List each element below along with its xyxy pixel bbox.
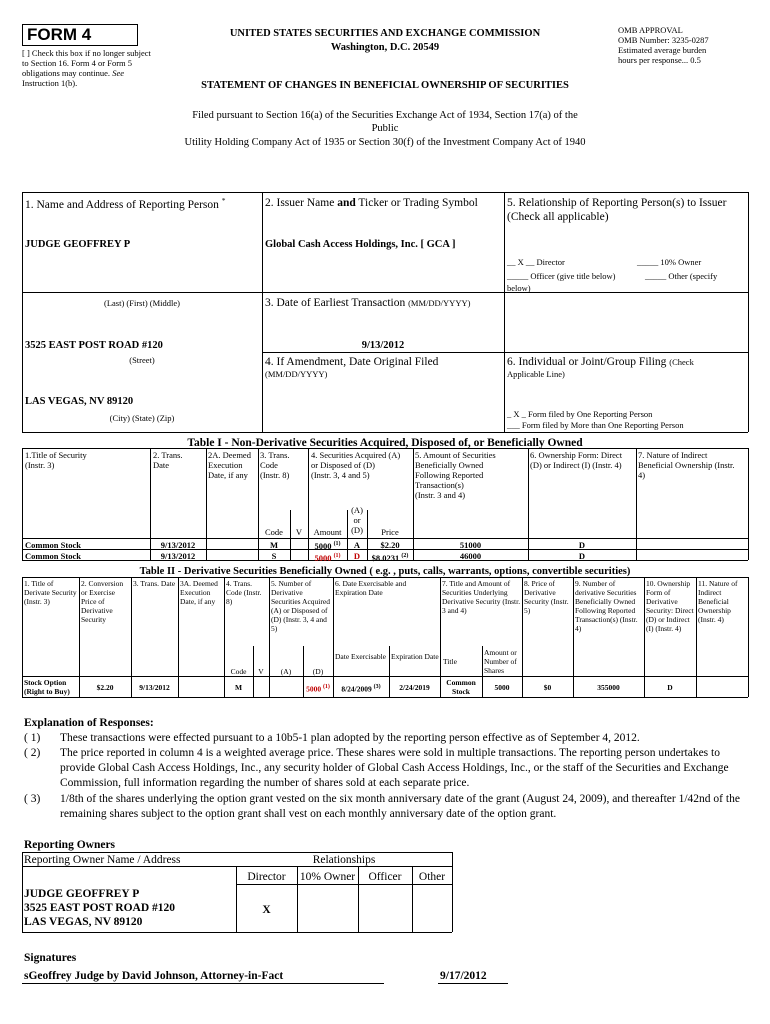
t1-h-ownership: 6. Ownership Form: Direct (D) or Indirect (I) (Instr. 4) bbox=[530, 450, 623, 470]
t1-row2-price: $8.0231 $^{(2)}$ bbox=[371, 552, 409, 563]
t1-sub-amount: Amount bbox=[313, 527, 342, 537]
reporting-person-street: 3525 EAST POST ROAD #120 bbox=[25, 340, 163, 351]
t1-h-acquired: 4. Securities Acquired (A) or Disposed of (D) (Instr. 3, 4 and 5) bbox=[311, 450, 401, 480]
t2-row-exer-note: (3) bbox=[373, 684, 381, 690]
t1-row2-price-note: (2) bbox=[401, 553, 409, 559]
relationship-10pct: _____ 10% Owner bbox=[637, 257, 702, 267]
reporting-person-name: JUDGE GEOFFREY P bbox=[25, 239, 131, 250]
reporting-person-city: LAS VEGAS, NV 89120 bbox=[25, 396, 134, 407]
explanation-list bbox=[24, 731, 744, 822]
name-caption: (Last) (First) (Middle) bbox=[103, 298, 180, 308]
filing-more-persons: ___ Form filed by More than One Reporting Person bbox=[507, 420, 684, 430]
explanation-item: ( 2) The price reported in column 4 is a weighted average price. These shares were sold in multiple transactions. The reporting person undertakes to provide Global Cash Access Holdings, Inc., any security holder of Global Cash Access Holdings, Inc., or the staff of the Securities and Exchange Commission, full information regarding the number of shares sold at each separate price. bbox=[24, 747, 729, 789]
t2-row-exer: 8/24/2009 $^{(3)}$ bbox=[341, 684, 381, 694]
omb-approval bbox=[618, 25, 758, 65]
omb-hours: hours per response... 0.5 bbox=[618, 55, 701, 65]
omb-burden: Estimated average burden bbox=[618, 45, 707, 55]
t1-row1-owned: 51000 bbox=[459, 540, 482, 550]
owners-col-relationships: Relationships bbox=[312, 854, 376, 866]
t2-sub-a: (A) bbox=[280, 667, 292, 676]
t2-sub-amt: Amount or Number of Shares bbox=[484, 648, 517, 675]
t1-row1-date: 9/13/2012 bbox=[160, 540, 196, 550]
t1-row2-ad: D bbox=[353, 551, 361, 561]
t2-row-title: Stock Option (Right to Buy) bbox=[24, 678, 70, 696]
table2-title: Table II - Derivative Securities Beneficially Owned ( e.g. , puts, calls, warrants, options, convertible securities) bbox=[139, 566, 631, 577]
explanation-item: ( 1) These transactions were effected pursuant to a 10b5-1 plan adopted by the reporting person effective as of September 4, 2012. bbox=[24, 732, 640, 744]
explanation-item: ( 3) 1/8th of the shares underlying the option grant vested on the six month anniversary date of the grant (August 24, 2009), and thereafter 1/42nd of the remaining shares subject to the option grant shall vest on each monthly anniversary date of the option grant. bbox=[24, 793, 740, 820]
signatures-heading: Signatures bbox=[24, 952, 77, 964]
t1-sub-aord: (A) or (D) bbox=[351, 505, 363, 535]
omb-title: OMB APPROVAL bbox=[618, 25, 683, 35]
box2-label: 2. Issuer Name and Ticker or Trading Symbol bbox=[265, 197, 478, 209]
box4-format: (MM/DD/YYYY) bbox=[265, 369, 328, 379]
check-box-see: See bbox=[112, 68, 124, 78]
t1-row2-code: S bbox=[271, 551, 277, 561]
filed-pursuant-2: Public bbox=[371, 123, 399, 134]
box3-label: 3. Date of Earliest Transaction (MM/DD/YYYY) bbox=[265, 297, 471, 309]
box1-note: * bbox=[221, 196, 226, 205]
omb-number: OMB Number: 3235-0287 bbox=[618, 35, 709, 45]
t2-row-form: D bbox=[667, 683, 673, 692]
t2-sub-exer: Date Exercisable bbox=[335, 652, 387, 661]
earliest-transaction-date: 9/13/2012 bbox=[361, 340, 405, 351]
t2-h2: 2. Conversion or Exercise Price of Derivative Security bbox=[81, 579, 124, 624]
t1-row2-form: D bbox=[578, 551, 586, 561]
t1-h-owned: 5. Amount of Securities Beneficially Owned Following Reported Transaction(s) (Instr. 3 and 4) bbox=[415, 450, 496, 500]
t2-h9: 9. Number of derivative Securities Beneficially Owned Following Reported Transaction(s) (Instr. 4) bbox=[575, 579, 638, 633]
t1-row1-amount: 5000 $^{(1)}$ bbox=[314, 540, 341, 551]
agency-city: Washington, D.C. 20549 bbox=[330, 42, 440, 53]
t1-h-deemed: 2A. Deemed Execution Date, if any bbox=[208, 450, 251, 480]
street-caption: (Street) bbox=[129, 355, 155, 365]
explanation-heading: Explanation of Responses: bbox=[24, 717, 154, 729]
t2-h6: 6. Date Exercisable and Expiration Date bbox=[335, 579, 407, 597]
table1-title: Table I - Non-Derivative Securities Acquired, Disposed of, or Beneficially Owned bbox=[187, 437, 583, 449]
statement-title: STATEMENT OF CHANGES IN BENEFICIAL OWNERSHIP OF SECURITIES bbox=[201, 80, 569, 91]
signer-name: sGeoffrey Judge by David Johnson, Attorney-in-Fact bbox=[24, 970, 284, 982]
t2-sub-code: Code bbox=[230, 667, 247, 676]
t2-h3a: 3A. Deemed Execution Date, if any bbox=[180, 579, 218, 606]
owners-col-director: Director bbox=[247, 871, 286, 883]
box4-label: 4. If Amendment, Date Original Filed bbox=[265, 356, 439, 368]
signature-date: 9/17/2012 bbox=[440, 970, 487, 982]
t2-row-utitle: Common Stock bbox=[446, 678, 476, 696]
t2-row-uamt: 5000 bbox=[494, 683, 510, 692]
relationship-other: _____ Other (specify bbox=[645, 271, 718, 281]
t2-h1: 1. Title of Derivate Security (Instr. 3) bbox=[24, 579, 77, 606]
form-title: FORM 4 bbox=[22, 24, 138, 46]
t2-h11: 11. Nature of Indirect Beneficial Ownership (Instr. 4) bbox=[698, 579, 738, 624]
t1-sub-code: Code bbox=[265, 527, 283, 537]
t1-row1-title: Common Stock bbox=[25, 540, 81, 550]
t2-sub-v: V bbox=[258, 667, 264, 676]
t2-row-exp: 2/24/2019 bbox=[399, 683, 430, 692]
relationship-below: below) bbox=[507, 283, 531, 293]
t1-h-date: 2. Trans. Date bbox=[153, 450, 183, 470]
box1-label: 1. Name and Address of Reporting Person * bbox=[25, 196, 226, 211]
t1-row2-title: Common Stock bbox=[25, 551, 81, 561]
t2-row-owned: 355000 bbox=[597, 683, 620, 692]
t1-row2-amount-note: (1) bbox=[333, 553, 341, 559]
t2-sub-title: Title bbox=[443, 657, 457, 666]
t2-sub-exp: Expiration Date bbox=[391, 652, 439, 661]
owners-col-name: Reporting Owner Name / Address bbox=[24, 854, 181, 866]
t2-row-price: $2.20 bbox=[96, 683, 114, 692]
t2-h4: 4. Trans. Code (Instr. 8) bbox=[226, 579, 262, 606]
t2-row-d: 5000 $^{(1)}$ bbox=[306, 684, 330, 694]
owner-director-mark: X bbox=[262, 904, 271, 916]
t1-sub-v: V bbox=[295, 527, 303, 537]
filed-pursuant-1: Filed pursuant to Section 16(a) of the Securities Exchange Act of 1934, Section 17(a) of the bbox=[192, 110, 578, 121]
owners-col-10pct: 10% Owner bbox=[299, 871, 356, 883]
city-caption: (City) (State) (Zip) bbox=[109, 413, 175, 423]
t2-sub-d: (D) bbox=[312, 667, 324, 676]
owners-heading: Reporting Owners bbox=[24, 839, 116, 851]
owner-name: JUDGE GEOFFREY P 3525 EAST POST ROAD #120 LAS VEGAS, NV 89120 bbox=[24, 888, 176, 928]
t1-row1-ad: A bbox=[353, 540, 361, 550]
t1-sub-price: Price bbox=[381, 527, 399, 537]
t2-h3: 3. Trans. Date bbox=[133, 579, 176, 588]
t1-row1-amount-note: (1) bbox=[333, 541, 341, 547]
relationship-director: __ X __ Director bbox=[507, 257, 565, 267]
owners-col-officer: Officer bbox=[368, 871, 402, 883]
t1-row2-owned: 46000 bbox=[459, 551, 482, 561]
t2-h7: 7. Title and Amount of Securities Underlying Derivative Security (Instr. 3 and 4) bbox=[442, 579, 521, 615]
t1-row2-amount: 5000 $^{(1)}$ bbox=[314, 552, 341, 563]
t2-h8: 8. Price of Derivative Security (Instr. 5) bbox=[524, 579, 569, 615]
box5-label: 5. Relationship of Reporting Person(s) to Issuer (Check all applicable) bbox=[507, 197, 727, 223]
t1-row1-price: $2.20 bbox=[380, 540, 400, 550]
t2-h10: 10. Ownership Form of Derivative Security: Direct (D) or Indirect (I) (Instr. 4) bbox=[646, 579, 694, 633]
t2-h5: 5. Number of Derivative Securities Acquired (A) or Disposed of (D) (Instr. 3, 4 and 5) bbox=[271, 579, 330, 633]
filing-one-person: _ X _ Form filed by One Reporting Person bbox=[507, 409, 653, 419]
t1-row1-code: M bbox=[269, 540, 279, 550]
t2-row-code: M bbox=[234, 683, 243, 692]
owners-col-other: Other bbox=[418, 871, 446, 883]
check-box-text: [ ] Check this box if no longer subject to Section 16. Form 4 or Form 5 obligations may continue. bbox=[22, 48, 151, 78]
issuer-name: Global Cash Access Holdings, Inc. [ GCA ] bbox=[265, 239, 456, 250]
t2-row-price8: $0 bbox=[543, 683, 552, 692]
check-box-notice bbox=[22, 48, 152, 88]
box6-label: 6. Individual or Joint/Group Filing (Check bbox=[507, 356, 694, 368]
t1-h-title: 1.Title of Security (Instr. 3) bbox=[25, 450, 87, 470]
check-box-instr: Instruction 1(b). bbox=[22, 78, 78, 88]
t1-h-nature: 7. Nature of Indirect Beneficial Ownership (Instr. 4) bbox=[638, 450, 735, 480]
filed-pursuant-3: Utility Holding Company Act of 1935 or Section 30(f) of the Investment Company Act of 1940 bbox=[184, 137, 586, 148]
t2-row-d-note: (1) bbox=[322, 684, 330, 690]
t2-row-date: 9/13/2012 bbox=[139, 683, 170, 692]
t1-h-code: 3. Trans. Code (Instr. 8) bbox=[260, 450, 290, 480]
t1-row2-date: 9/13/2012 bbox=[160, 551, 196, 561]
t1-row1-form: D bbox=[578, 540, 586, 550]
relationship-officer: _____ Officer (give title below) bbox=[507, 271, 616, 281]
agency-name: UNITED STATES SECURITIES AND EXCHANGE COMMISSION bbox=[229, 28, 541, 39]
box6-label2: Applicable Line) bbox=[507, 369, 565, 379]
